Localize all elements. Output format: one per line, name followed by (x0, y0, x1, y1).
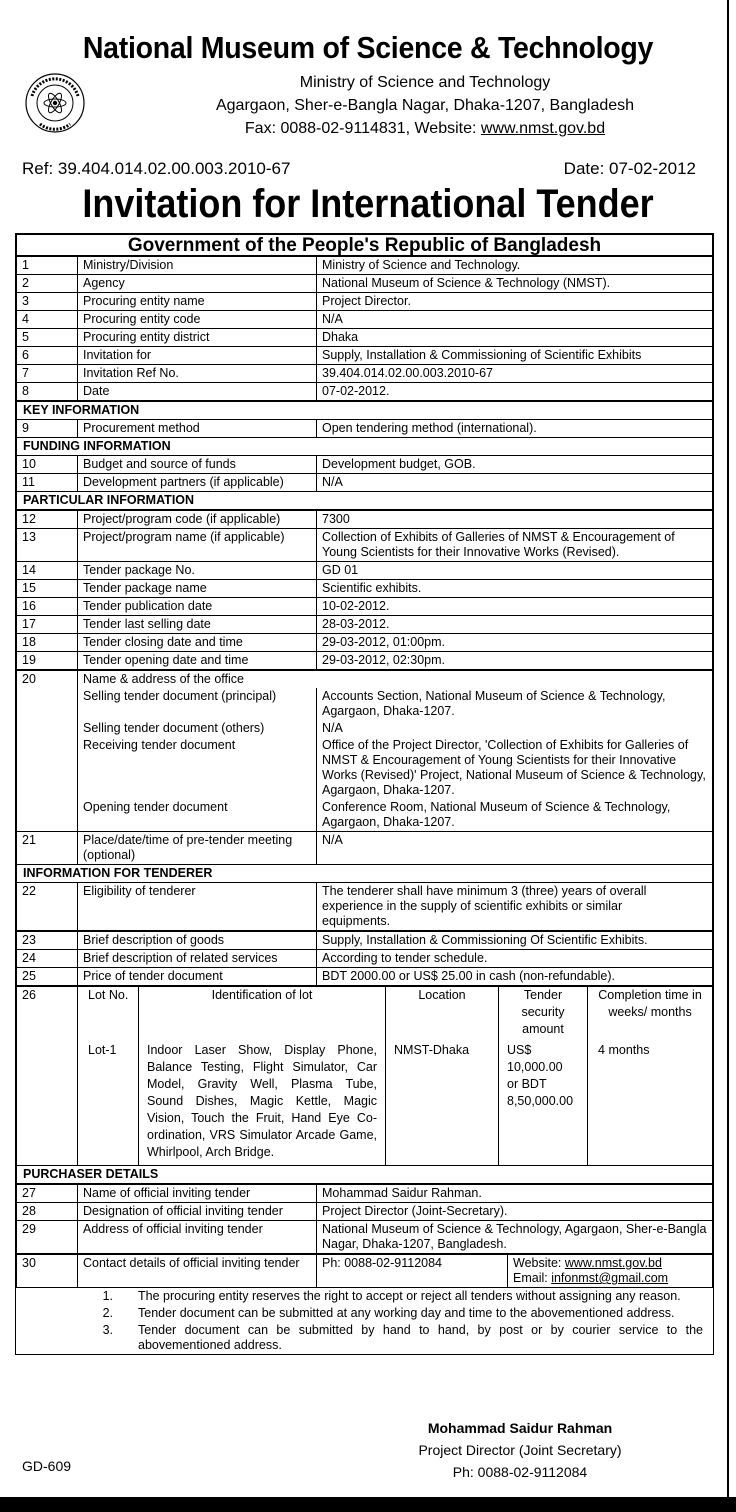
row-number: 13 (17, 529, 78, 562)
nmst-logo-icon (24, 72, 86, 134)
government-heading: Government of the People's Republic of Bangladesh (17, 235, 713, 256)
table-row (17, 1255, 713, 1288)
row-label: Development partners (if applicable) (78, 474, 317, 492)
table-row (17, 598, 713, 616)
row-value: GD 01 (317, 562, 713, 580)
row-value: National Museum of Science & Technology (NMST). (317, 275, 713, 293)
security-header: Tender security amount (499, 987, 588, 1038)
lot-identification: Indoor Laser Show, Display Phone, Balance Testing, Flight Simulator, Car Model, Gravity Well, Plasma Tube, Sound Dishes, Magic Kettle, Magic Vision, Touch the Fruit, Hand Eye Co-ordination, VRS Simulator Arcade Game, Whirlpool, Arch Bridge. (139, 1038, 386, 1165)
completion-header: Completion time in weeks/ months (598, 988, 702, 1019)
row-value: Project Director (Joint-Secretary). (317, 1203, 713, 1221)
row-value: Supply, Installation & Commissioning Of Scientific Exhibits. (317, 932, 713, 950)
row-value: 29-03-2012, 02:30pm. (317, 652, 713, 670)
contact-web-email (508, 1255, 713, 1288)
table-row (17, 562, 713, 580)
row-value: Scientific exhibits. (317, 580, 713, 598)
row-number: 19 (17, 652, 78, 670)
row-label: Procuring entity name (78, 293, 317, 311)
row-number-empty (17, 720, 78, 737)
contact-website-link[interactable]: www.nmst.gov.bd (564, 1256, 662, 1270)
row-number: 15 (17, 580, 78, 598)
row-label: Invitation Ref No. (78, 365, 317, 383)
row-label: Place/date/time of pre-tender meeting (optional) (78, 832, 317, 865)
row-number: 30 (17, 1255, 78, 1288)
note-number: 2. (102, 1306, 113, 1320)
row-value: 7300 (317, 511, 713, 529)
sub-row (17, 799, 713, 832)
table-row (17, 652, 713, 670)
row-label: Tender package No. (78, 562, 317, 580)
row-number: 4 (17, 311, 78, 329)
row-label: Contact details of official inviting tender (78, 1255, 317, 1288)
lot-table (78, 987, 712, 1165)
row-number: 25 (17, 968, 78, 986)
row-number: 2 (17, 275, 78, 293)
signatory-name: Mohammad Saidur Rahman (427, 1420, 613, 1436)
table-row (17, 1221, 713, 1254)
note-text: The procuring entity reserves the right to accept or reject all tenders without assigning any reason. (138, 1289, 681, 1303)
sub-row-value: Office of the Project Director, 'Collection of Exhibits for Galleries of NMST & Encouragement of Young Scientists for their Innovative Works (Revised)' Project, National Museum of Science & Technology, Agargaon, Dhaka-1207. (317, 737, 713, 799)
row-label: Brief description of related services (78, 950, 317, 968)
row-value: N/A (317, 832, 713, 865)
list-item (16, 1305, 713, 1322)
row-value: Open tendering method (international). (317, 420, 713, 438)
table-row (17, 932, 713, 950)
table-row (17, 275, 713, 293)
row-value: N/A (317, 311, 713, 329)
header-website-link[interactable]: www.nmst.gov.bd (480, 120, 606, 137)
row-number: 17 (17, 616, 78, 634)
row-number: 8 (17, 383, 78, 401)
lot-no-header: Lot No. (78, 987, 139, 1038)
row-label: Procurement method (78, 420, 317, 438)
row-value: Ministry of Science and Technology. (317, 257, 713, 275)
section-particular-information: PARTICULAR INFORMATION (17, 492, 713, 510)
table-row (17, 950, 713, 968)
row-value: The tenderer shall have minimum 3 (three) years of overall experience in the supply of scientific exhibits or similar equipments. (317, 883, 713, 931)
row-value: BDT 2000.00 or US$ 25.00 in cash (non-refundable). (317, 968, 713, 986)
table-row (17, 968, 713, 986)
table-row (17, 883, 713, 931)
signatory-designation: Project Director (Joint Secretary) (418, 1442, 622, 1458)
row-number: 20 (17, 671, 78, 689)
row-value-empty (317, 671, 713, 689)
row-value: Development budget, GOB. (317, 456, 713, 474)
row-number: 23 (17, 932, 78, 950)
row-label: Eligibility of tenderer (78, 883, 317, 931)
table-row (17, 529, 713, 562)
list-item (16, 1288, 713, 1305)
section-key-information: KEY INFORMATION (17, 402, 713, 420)
row-number: 26 (17, 987, 78, 1166)
reference-number: Ref: 39.404.014.02.00.003.2010-67 (22, 159, 291, 178)
row-value: 29-03-2012, 01:00pm. (317, 634, 713, 652)
table-row (17, 616, 713, 634)
row-number: 3 (17, 293, 78, 311)
notice-date: Date: 07-02-2012 (563, 159, 696, 178)
row-number-empty (17, 688, 78, 720)
sub-row-label: Opening tender document (78, 799, 317, 832)
row-number: 12 (17, 511, 78, 529)
row-label: Price of tender document (78, 968, 317, 986)
row-label: Tender publication date (78, 598, 317, 616)
row-label: Tender last selling date (78, 616, 317, 634)
tender-table (15, 233, 714, 1355)
row-value: N/A (317, 474, 713, 492)
table-row (17, 383, 713, 401)
table-row (17, 456, 713, 474)
particular-info-rows (16, 510, 713, 670)
website-label: Website: (513, 1256, 565, 1270)
row-value: According to tender schedule. (317, 950, 713, 968)
section-purchaser-details: PURCHASER DETAILS (17, 1166, 713, 1184)
row-label: Procuring entity district (78, 329, 317, 347)
row-number-empty (17, 799, 78, 832)
contact-email-link[interactable]: infonmst@gmail.com (551, 1271, 669, 1285)
table-row (17, 580, 713, 598)
main-title: Invitation for International Tender (82, 182, 654, 226)
table-row (17, 634, 713, 652)
fax-text: Fax: 0088-02-9114831, Website: (244, 120, 481, 137)
row-number: 9 (17, 420, 78, 438)
basic-info-rows (16, 256, 713, 401)
row-label: Address of official inviting tender (78, 1221, 317, 1254)
lot-completion-time: 4 months (598, 1043, 650, 1057)
section-information-for-tenderer: INFORMATION FOR TENDERER (17, 865, 713, 883)
sub-row (17, 688, 713, 720)
row-number: 28 (17, 1203, 78, 1221)
row-number: 7 (17, 365, 78, 383)
row-value: 07-02-2012. (317, 383, 713, 401)
row-label: Project/program name (if applicable) (78, 529, 317, 562)
bottom-bar (0, 1497, 736, 1512)
row-value: Dhaka (317, 329, 713, 347)
table-row (17, 347, 713, 365)
table-row (17, 311, 713, 329)
row-number: 1 (17, 257, 78, 275)
row-label: Tender opening date and time (78, 652, 317, 670)
lot-table-row (17, 987, 713, 1166)
list-item (16, 1322, 713, 1354)
table-row (17, 511, 713, 529)
note-number: 3. (102, 1323, 113, 1337)
row-value: 10-02-2012. (317, 598, 713, 616)
row-value: 28-03-2012. (317, 616, 713, 634)
row-value: 39.404.014.02.00.003.2010-67 (317, 365, 713, 383)
row-label: Tender closing date and time (78, 634, 317, 652)
note-text: Tender document can be submitted by hand to hand, by post or by courier service to the abovementioned address. (138, 1323, 703, 1352)
tenderer-info-rows (16, 931, 713, 986)
sub-row-value: Conference Room, National Museum of Science & Technology, Agargaon, Dhaka-1207. (317, 799, 713, 832)
sub-row-value: Accounts Section, National Museum of Science & Technology, Agargaon, Dhaka-1207. (317, 688, 713, 720)
row-number: 16 (17, 598, 78, 616)
table-row (17, 365, 713, 383)
row-label: Ministry/Division (78, 257, 317, 275)
table-row (17, 832, 713, 865)
table-row (17, 1185, 713, 1203)
lot-location: NMST-Dhaka (386, 1038, 499, 1165)
row-label: Invitation for (78, 347, 317, 365)
row-number: 27 (17, 1185, 78, 1203)
contact-phone: Ph: 0088-02-9112084 (317, 1255, 508, 1288)
identification-header: Identification of lot (139, 987, 386, 1038)
table-row (17, 420, 713, 438)
row-number: 6 (17, 347, 78, 365)
sub-row-label: Receiving tender document (78, 737, 317, 799)
row-number: 11 (17, 474, 78, 492)
row-number-empty (17, 737, 78, 799)
purchaser-rows (16, 1184, 713, 1254)
row-label: Name of official inviting tender (78, 1185, 317, 1203)
row-value: Supply, Installation & Commissioning of Scientific Exhibits (317, 347, 713, 365)
row-label: Agency (78, 275, 317, 293)
table-row (17, 671, 713, 689)
row-label: Tender package name (78, 580, 317, 598)
table-row (17, 293, 713, 311)
row-number: 22 (17, 883, 78, 931)
address-line: Agargaon, Sher-e-Bangla Nagar, Dhaka-1207, Bangladesh (215, 97, 635, 114)
row-number: 5 (17, 329, 78, 347)
ministry-line: Ministry of Science and Technology (299, 74, 551, 91)
row-number: 29 (17, 1221, 78, 1254)
sub-row (17, 720, 713, 737)
row-number: 10 (17, 456, 78, 474)
row-number: 18 (17, 634, 78, 652)
row-label: Brief description of goods (78, 932, 317, 950)
row-label: Name & address of the office (78, 671, 317, 689)
row-value: National Museum of Science & Technology, Agargaon, Sher-e-Bangla Nagar, Dhaka-1207, Bangladesh. (317, 1221, 713, 1254)
row-label: Budget and source of funds (78, 456, 317, 474)
lot-no: Lot-1 (78, 1038, 139, 1165)
sub-row-value: N/A (317, 720, 713, 737)
notes-list (16, 1288, 713, 1354)
row-label: Designation of official inviting tender (78, 1203, 317, 1221)
sub-row-label: Selling tender document (others) (78, 720, 317, 737)
row-value: Project Director. (317, 293, 713, 311)
table-row (17, 257, 713, 275)
row-label: Date (78, 383, 317, 401)
organization-title: National Museum of Science & Technology (82, 30, 654, 65)
gd-number: GD-609 (22, 1458, 72, 1474)
row-value: Mohammad Saidur Rahman. (317, 1185, 713, 1203)
signatory-phone: Ph: 0088-02-9112084 (452, 1464, 588, 1480)
row-label: Project/program code (if applicable) (78, 511, 317, 529)
table-row (17, 1203, 713, 1221)
page-border (727, 0, 729, 1500)
row-number: 21 (17, 832, 78, 865)
note-number: 1. (102, 1289, 113, 1303)
row-number: 14 (17, 562, 78, 580)
sub-row (17, 737, 713, 799)
email-label: Email: (513, 1271, 552, 1285)
table-row (17, 474, 713, 492)
row-label: Procuring entity code (78, 311, 317, 329)
lot-security-amount: US$ 10,000.00 or BDT 8,50,000.00 (499, 1038, 588, 1165)
table-row (17, 329, 713, 347)
note-text: Tender document can be submitted at any working day and time to the abovementioned address. (138, 1306, 675, 1320)
section-funding-information: FUNDING INFORMATION (17, 438, 713, 456)
row-value: Collection of Exhibits of Galleries of NMST & Encouragement of Young Scientists for their Innovative Works (Revised). (317, 529, 713, 562)
row-number: 24 (17, 950, 78, 968)
location-header: Location (386, 987, 499, 1038)
fax-website-line (150, 120, 700, 138)
sub-row-label: Selling tender document (principal) (78, 688, 317, 720)
